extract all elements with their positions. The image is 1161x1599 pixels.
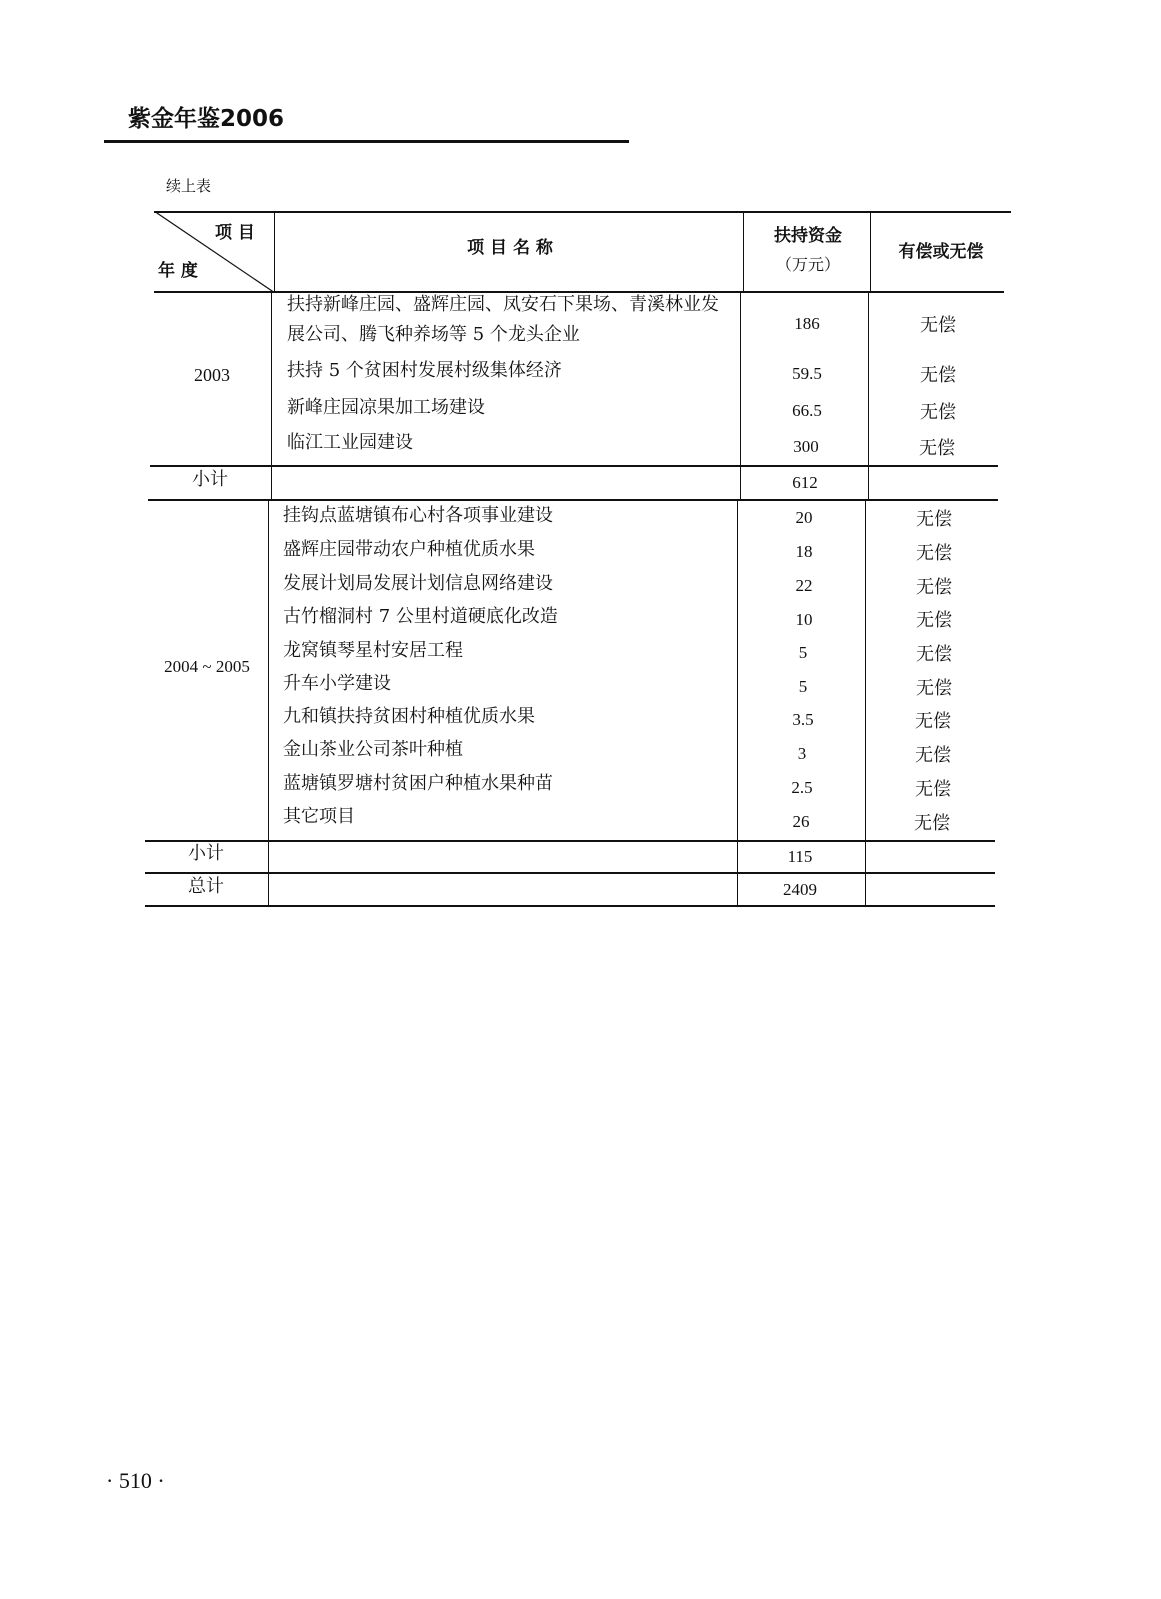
subtotal2-bottom-rule xyxy=(145,872,995,874)
repay-cell: 无偿 xyxy=(916,577,952,598)
col-divider-1 xyxy=(268,501,269,906)
col-divider-3 xyxy=(865,501,866,906)
col-header-repay: 有偿或无偿 xyxy=(898,242,984,262)
project-name: 古竹榴洞村 7 公里村道硬底化改造 xyxy=(283,606,558,627)
subtotal-label: 小计 xyxy=(188,843,224,864)
funds-cell: 10 xyxy=(795,610,813,629)
col-header-name: 项 目 名 称 xyxy=(467,238,553,258)
group2-bottom-rule xyxy=(145,840,995,842)
project-name: 临江工业园建设 xyxy=(287,432,413,453)
repay-cell: 无偿 xyxy=(916,644,952,665)
funds-cell: 186 xyxy=(794,314,820,333)
repay-cell: 无偿 xyxy=(915,745,951,766)
repay-cell: 无偿 xyxy=(916,509,952,530)
col-divider-3 xyxy=(868,293,869,501)
corner-label-year: 年 度 xyxy=(158,261,198,281)
funds-cell: 5 xyxy=(798,643,808,662)
funds-cell: 22 xyxy=(795,576,813,595)
project-name: 金山茶业公司茶叶种植 xyxy=(283,739,463,760)
project-name: 发展计划局发展计划信息网络建设 xyxy=(283,573,553,594)
repay-cell: 无偿 xyxy=(915,711,951,732)
project-name: 扶持新峰庄园、盛辉庄园、凤安石下果场、青溪林业发 xyxy=(287,294,719,315)
subtotal1-bottom-rule xyxy=(148,499,998,501)
col-header-funds: 扶持资金 xyxy=(774,226,842,246)
year-cell: 2003 xyxy=(194,365,230,385)
funds-cell: 66.5 xyxy=(792,401,822,420)
repay-cell: 无偿 xyxy=(916,678,952,699)
funds-cell: 59.5 xyxy=(792,364,822,383)
funds-cell: 5 xyxy=(798,677,808,696)
repay-cell: 无偿 xyxy=(916,610,952,631)
funds-cell: 26 xyxy=(792,812,810,831)
group1-bottom-rule xyxy=(150,465,998,467)
col-divider-3 xyxy=(870,211,871,293)
header-rule xyxy=(104,140,629,143)
project-name: 扶持 5 个贫困村发展村级集体经济 xyxy=(287,360,562,381)
table-bottom-rule xyxy=(145,905,995,907)
year-cell: 2004 ~ 2005 xyxy=(164,657,250,676)
table-top-rule xyxy=(154,211,1011,213)
page-number: · 510 · xyxy=(106,1468,165,1493)
project-name-cont: 展公司、腾飞种养场等 5 个龙头企业 xyxy=(287,324,580,345)
repay-cell: 无偿 xyxy=(915,779,951,800)
repay-cell: 无偿 xyxy=(914,813,950,834)
col-divider-2 xyxy=(743,211,744,293)
col-divider-2 xyxy=(740,293,741,501)
corner-label-item: 项 目 xyxy=(215,223,255,243)
project-name: 龙窝镇琴星村安居工程 xyxy=(283,640,463,661)
total-value: 2409 xyxy=(783,880,817,899)
project-name: 盛辉庄园带动农户种植优质水果 xyxy=(283,539,535,560)
repay-cell: 无偿 xyxy=(920,315,956,336)
subtotal-label: 小计 xyxy=(192,469,228,490)
col-header-funds-unit: （万元） xyxy=(775,255,841,274)
continuation-label: 续上表 xyxy=(166,177,212,195)
repay-cell: 无偿 xyxy=(920,365,956,386)
header-bottom-rule xyxy=(154,291,1004,293)
funds-cell: 3 xyxy=(797,744,807,763)
project-name: 挂钩点蓝塘镇布心村各项事业建设 xyxy=(283,505,553,526)
repay-cell: 无偿 xyxy=(916,543,952,564)
funds-cell: 3.5 xyxy=(792,710,814,729)
project-name: 九和镇扶持贫困村种植优质水果 xyxy=(283,706,535,727)
repay-cell: 无偿 xyxy=(919,438,955,459)
col-divider-1 xyxy=(271,293,272,501)
project-name: 升车小学建设 xyxy=(283,673,391,694)
funds-cell: 20 xyxy=(795,508,813,527)
funds-cell: 2.5 xyxy=(791,778,813,797)
project-name: 蓝塘镇罗塘村贫困户种植水果种苗 xyxy=(283,773,553,794)
running-header: 紫金年鉴2006 xyxy=(128,106,285,132)
funds-cell: 18 xyxy=(795,542,813,561)
subtotal-value: 115 xyxy=(787,847,813,866)
col-divider-2 xyxy=(737,501,738,906)
funds-cell: 300 xyxy=(793,437,819,456)
total-label: 总计 xyxy=(188,876,224,897)
project-name: 其它项目 xyxy=(283,806,355,827)
project-name: 新峰庄园凉果加工场建设 xyxy=(287,397,485,418)
subtotal-value: 612 xyxy=(792,473,818,492)
repay-cell: 无偿 xyxy=(920,402,956,423)
